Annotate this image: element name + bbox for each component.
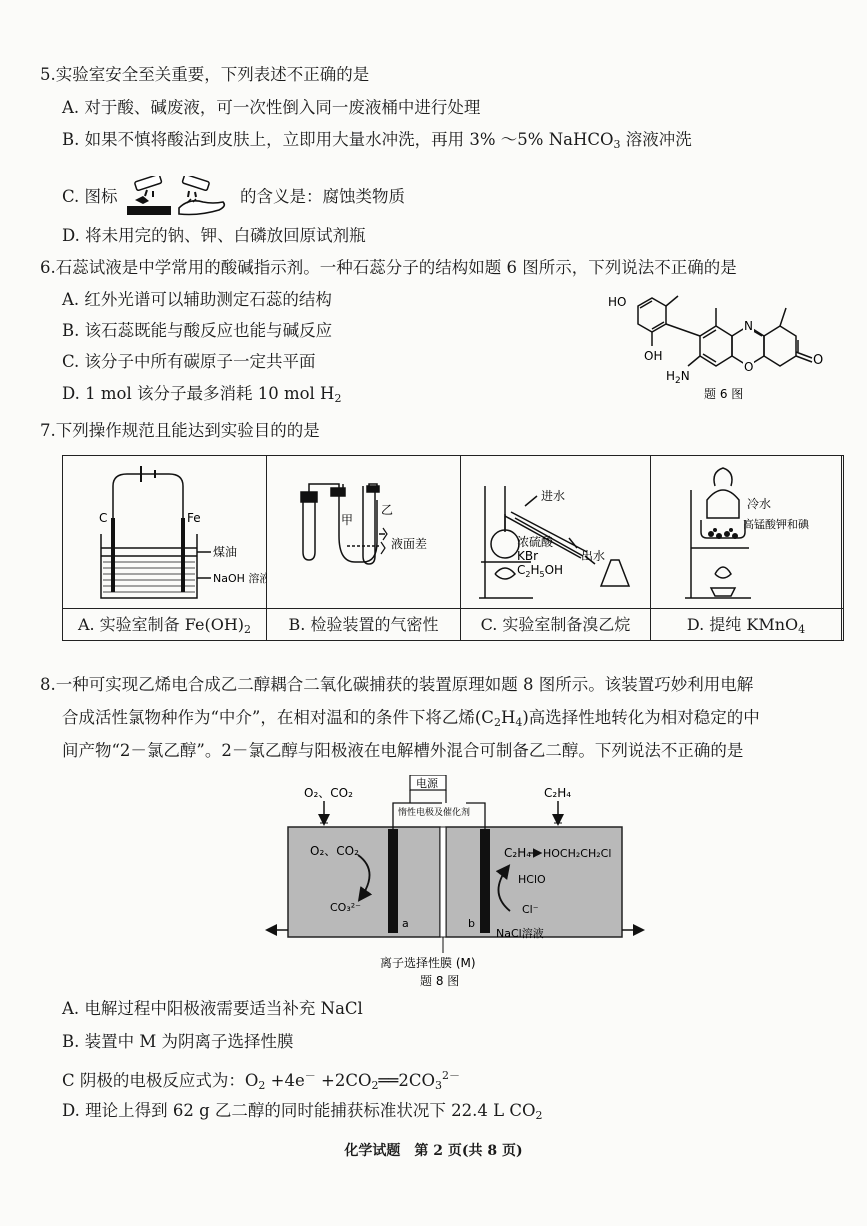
- q7-options-table: [62, 455, 844, 641]
- litmus-molecule-structure: [600, 284, 855, 402]
- q8-top-right-label: C₂H₄: [544, 786, 572, 800]
- q8-a-label: a: [402, 917, 409, 930]
- q7a-apparatus: [63, 456, 267, 608]
- q5-option-a: A. 对于酸、碱废液，可一次性倒入同一废液桶中进行处理: [62, 98, 481, 117]
- q7c-kbr-label: KBr: [517, 549, 539, 563]
- q7-cell-b: [267, 456, 461, 640]
- q7d-kmno4-label: 高锰酸钾和碘: [743, 518, 809, 531]
- mol-nh2-label: $H_2N$: [666, 369, 690, 386]
- page-footer: 化学试题 第 2 页(共 8 页): [344, 1143, 523, 1159]
- q8-power-label: 电源: [416, 777, 438, 790]
- q7c-in-label: 进水: [541, 489, 566, 503]
- q7-cell-d: [651, 456, 842, 640]
- fig6-caption: 题 6 图: [704, 387, 744, 401]
- q7c-out-label: 出水: [581, 549, 606, 563]
- q7-cell-a: [63, 456, 267, 640]
- q5-option-d: D. 将未用完的钠、钾、白磷放回原试剂瓶: [62, 226, 366, 245]
- q8-cl-label: Cl⁻: [522, 903, 539, 916]
- q6-option-c: C. 该分子中所有碳原子一定共平面: [62, 352, 316, 371]
- q8-nacl-label: NaCl溶液: [496, 927, 544, 940]
- q8-option-a: A. 电解过程中阳极液需要适当补充 NaCl: [62, 999, 363, 1018]
- q5-stem: 5.实验室安全至关重要，下列表述不正确的是: [40, 65, 370, 84]
- q8-line2: 合成活性氯物种作为“中介”，在相对温和的条件下将乙烯$(C_2H_4)$高选择性地转化为相对稳定的中: [62, 708, 760, 729]
- q8-right1-label: C₂H₄: [504, 846, 532, 860]
- q6-stem: 6.石蕊试液是中学常用的酸碱指示剂。一种石蕊分子的结构如题 6 图所示，下列说法不正确的是: [40, 258, 737, 277]
- q7b-diff-label: 液面差: [391, 537, 428, 551]
- q6-option-d: D. 1 mol 该分子最多消耗 10 mol $H_2$: [62, 384, 342, 405]
- mol-o-ring-label: O: [744, 360, 754, 374]
- q7a-fe-label: Fe: [187, 511, 201, 525]
- q8-b-label: b: [468, 917, 475, 930]
- q7d-apparatus: [651, 456, 842, 608]
- q8-left-in-label: O₂、CO₂: [310, 844, 359, 858]
- q8-option-d: D. 理论上得到 62 g 乙二醇的同时能捕获标准状况下 22.4 L $CO_2$: [62, 1101, 543, 1122]
- q8-hclo-label: HClO: [518, 873, 546, 886]
- q7-table-divider: [63, 608, 843, 609]
- q8-line1: 8.一种可实现乙烯电合成乙二醇耦合二氧化碳捕获的装置原理如题 8 图所示。该装置巧妙利用电解: [40, 675, 754, 694]
- q5-option-b: B. 如果不慎将酸沾到皮肤上，立即用大量水冲洗，再用 3% ～5% NaHCO$_3$ 溶液冲洗: [62, 130, 692, 151]
- q7-label-b: B. 检验装置的气密性: [288, 615, 439, 634]
- q7b-yi-label: 乙: [381, 503, 394, 517]
- q7b-apparatus: [267, 456, 461, 608]
- q7c-apparatus: [461, 456, 651, 608]
- q8-line3: 间产物“2－氯乙醇”。2－氯乙醇与阳极液在电解槽外混合可制备乙二醇。下列说法不正确的是: [62, 741, 744, 760]
- corrosive-hazard-icon: [127, 176, 231, 216]
- q5-option-c: C. 图标 的含义是：腐蚀类物质: [62, 176, 405, 216]
- q7c-ethanol-label: $C_2H_5OH$: [517, 563, 564, 579]
- q7d-cold-label: 冷水: [747, 497, 772, 511]
- q8-electrode-label: 惰性电极及催化剂: [398, 808, 471, 818]
- q8-right2-label: HOCH₂CH₂Cl: [543, 847, 612, 860]
- q7-cell-c: [461, 456, 651, 640]
- q7-label-d: D. 提纯 KMnO$_4$: [686, 615, 806, 636]
- q7a-c-label: C: [99, 511, 108, 525]
- q7b-jia-label: 甲: [341, 513, 354, 527]
- mol-n-label: N: [744, 319, 753, 333]
- q7a-naoh-label: NaOH 溶液: [213, 572, 267, 585]
- q8-option-b: B. 装置中 M 为阴离子选择性膜: [62, 1032, 294, 1051]
- q8-option-c: C 阴极的电极反应式为：$O_2 +4e^-$ $+2CO_2══2CO_3^{2-}$: [62, 1069, 461, 1092]
- q7a-oil-label: 煤油: [213, 545, 238, 559]
- q6-option-a: A. 红外光谱可以辅助测定石蕊的结构: [62, 290, 332, 309]
- q8-membrane-label: 离子选择性膜 (M): [380, 956, 476, 970]
- q7c-acid-label: 浓硫酸: [517, 535, 554, 549]
- mol-o-ketone-label: O: [813, 353, 824, 368]
- mol-ho-label: HO: [608, 295, 627, 309]
- q6-option-b: B. 该石蕊既能与酸反应也能与碱反应: [62, 321, 333, 340]
- fig8-caption: 题 8 图: [420, 974, 460, 988]
- q8-electrolysis-figure: [260, 775, 650, 995]
- q8-top-left-label: O₂、CO₂: [304, 786, 353, 800]
- mol-oh-label: OH: [644, 349, 663, 363]
- q7-label-c: C. 实验室制备溴乙烷: [480, 615, 631, 634]
- q7-stem: 7.下列操作规范且能达到实验目的的是: [40, 421, 320, 440]
- q8-left-out-label: CO₃²⁻: [330, 901, 361, 914]
- q7-label-a: A. 实验室制备 $Fe(OH)_2$: [77, 615, 252, 636]
